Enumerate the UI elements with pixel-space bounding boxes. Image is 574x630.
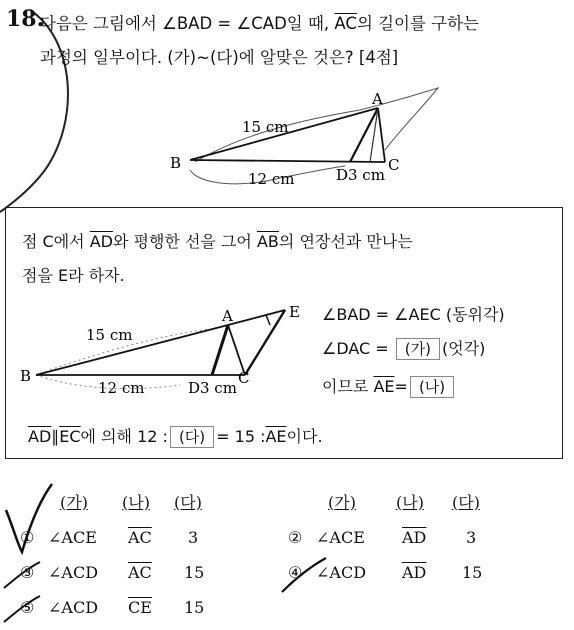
blank-ga: (가): [396, 338, 440, 360]
box-bottom-line: [28, 424, 323, 448]
fig1-label-d: D: [336, 166, 349, 184]
bottom-mid: 에 의해 12 :: [80, 427, 168, 446]
option-3-number: ③: [20, 563, 35, 582]
fig2-length-ab: 15 cm: [86, 326, 133, 344]
reason2-pre: ∠DAC =: [322, 339, 394, 358]
option-4-da: 15: [462, 563, 483, 582]
fig1-length-ab: 15 cm: [242, 118, 289, 136]
fig1-length-dc: 3 cm: [348, 166, 385, 184]
box-text-c: 의 연장선과 만나는: [278, 232, 413, 251]
question-text-b: 의 길이를 구하는: [356, 14, 480, 33]
fig1-label-b: B: [170, 154, 182, 172]
option-3-ga: ∠ACD: [48, 563, 99, 582]
box-reason-1: ∠BAD = ∠AEC (동위각): [322, 305, 505, 324]
reason3-eq: =: [394, 377, 408, 396]
option-5-da: 15: [184, 598, 205, 617]
segment-ae-2: $\overline{AE}$: [265, 427, 287, 446]
header-ga-left: (가): [60, 493, 88, 512]
header-na-right: (나): [396, 493, 424, 512]
bottom-end: 이다.: [286, 427, 323, 446]
reason3-pre: 이므로: [322, 377, 374, 396]
fig1-label-c: C: [388, 156, 400, 174]
option-2-number: ②: [288, 528, 303, 547]
option-4-na: $\overline{AD}$: [402, 563, 427, 582]
option-2-da: 3: [466, 528, 477, 547]
option-1-ga: ∠ACE: [48, 528, 97, 547]
option-1-na: $\overline{AC}$: [128, 528, 152, 547]
header-da-left: (다): [174, 493, 202, 512]
fig2-length-dc: 3 cm: [200, 379, 237, 397]
parallel-symbol: ∥: [51, 427, 60, 446]
option-1-number: ①: [20, 528, 35, 547]
question-line-2: 과정의 일부이다. (가)~(다)에 알맞은 것은? [4점]: [40, 48, 399, 67]
box-reason-2: [322, 336, 485, 360]
option-4-number: ④: [288, 563, 303, 582]
box-triangle-figure: [0, 295, 330, 405]
fig2-length-bd: 12 cm: [98, 379, 145, 397]
header-ga-right: (가): [328, 493, 356, 512]
fig2-label-c: C: [238, 369, 250, 387]
fig2-label-b: B: [20, 367, 32, 385]
segment-ec: $\overline{EC}$: [59, 427, 81, 446]
segment-ad-2: $\overline{AD}$: [28, 427, 52, 446]
fig1-length-bd: 12 cm: [248, 170, 295, 188]
option-5-ga: ∠ACD: [48, 598, 99, 617]
box-text-b: 와 평행한 선을 그어: [112, 232, 257, 251]
question-line-1: [40, 10, 479, 34]
option-3-na: $\overline{AC}$: [128, 563, 152, 582]
fig2-label-e: E: [289, 303, 300, 321]
box-reason-3: [322, 374, 456, 398]
blank-na: (나): [410, 376, 454, 398]
box-text-a: 점 C에서: [22, 232, 90, 251]
option-5-number: ⑤: [20, 598, 35, 617]
option-2-ga: ∠ACE: [316, 528, 365, 547]
blank-da: (다): [170, 426, 214, 448]
segment-ab: $\overline{AB}$: [256, 232, 279, 251]
header-na-left: (나): [122, 493, 150, 512]
bottom-eq: = 15 :: [216, 427, 266, 446]
segment-ae: $\overline{AE}$: [373, 377, 395, 396]
reason2-post: (엇각): [442, 339, 486, 358]
top-triangle-figure: [0, 80, 574, 200]
option-4-ga: ∠ACD: [316, 563, 367, 582]
question-number: 18.: [6, 6, 45, 32]
box-line-2: 점을 E라 하자.: [22, 266, 125, 285]
handwritten-check-marks: [0, 470, 574, 630]
option-3-da: 15: [184, 563, 205, 582]
question-text-a: 다음은 그림에서 ∠BAD = ∠CAD일 때,: [40, 14, 335, 33]
header-da-right: (다): [452, 493, 480, 512]
segment-ac: $\overline{AC}$: [334, 14, 357, 33]
box-line-1: [22, 229, 413, 252]
fig2-label-d: D: [188, 379, 201, 397]
fig2-label-a: A: [222, 307, 233, 325]
option-2-na: $\overline{AD}$: [402, 528, 427, 547]
option-5-na: $\overline{CE}$: [128, 598, 152, 617]
fig1-label-a: A: [372, 90, 383, 108]
segment-ad: $\overline{AD}$: [89, 232, 113, 251]
option-1-da: 3: [188, 528, 199, 547]
